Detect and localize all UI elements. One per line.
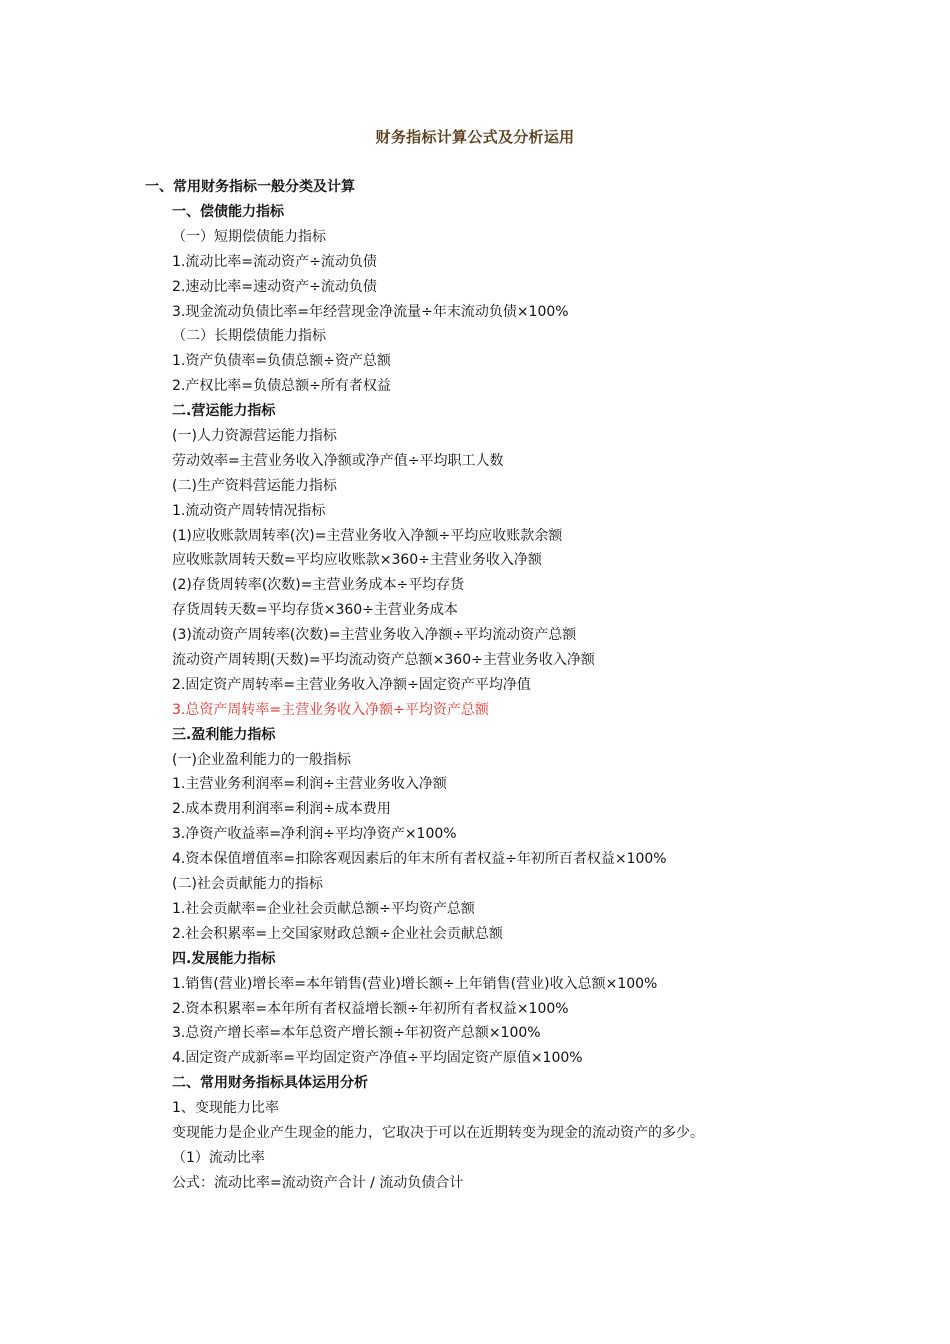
text-line: 3.净资产收益率=净利润÷平均净资产×100% (172, 826, 457, 843)
text-line: 4.资本保值增值率=扣除客观因素后的年末所有者权益÷年初所百者权益×100% (172, 851, 667, 868)
text-line: (一)企业盈利能力的一般指标 (172, 751, 351, 768)
text-line: 1.流动比率=流动资产÷流动负债 (172, 253, 377, 270)
text-line: 公式：流动比率=流动资产合计 / 流动负债合计 (172, 1174, 464, 1191)
text-line: 2.社会积累率=上交国家财政总额÷企业社会贡献总额 (172, 925, 503, 942)
text-line: 1.主营业务利润率=利润÷主营业务收入净额 (172, 776, 447, 793)
text-line: 应收账款周转天数=平均应收账款×360÷主营业务收入净额 (172, 552, 542, 569)
text-line: 流动资产周转期(天数)=平均流动资产总额×360÷主营业务收入净额 (172, 652, 595, 669)
text-line: (1)应收账款周转率(次)=主营业务收入净额÷平均应收账款余额 (172, 527, 563, 544)
text-line: 2.固定资产周转率=主营业务收入净额÷固定资产平均净值 (172, 676, 531, 693)
text-line: (一)人力资源营运能力指标 (172, 428, 337, 445)
text-line: 3.总资产周转率=主营业务收入净额÷平均资产总额 (172, 701, 489, 718)
text-line: 变现能力是企业产生现金的能力，它取决于可以在近期转变为现金的流动资产的多少。 (172, 1124, 704, 1141)
text-line: （1）流动比率 (172, 1149, 265, 1166)
text-line: 3.现金流动负债比率=年经营现金净流量÷年末流动负债×100% (172, 303, 569, 320)
subsection-heading: 三.盈利能力指标 (172, 726, 276, 743)
text-line: 1.社会贡献率=企业社会贡献总额÷平均资产总额 (172, 900, 475, 917)
text-line: 1、变现能力比率 (172, 1100, 279, 1117)
text-line: 4.固定资产成新率=平均固定资产净值÷平均固定资产原值×100% (172, 1050, 583, 1067)
text-line: (2)存货周转率(次数)=主营业务成本÷平均存货 (172, 577, 465, 594)
subsection-heading: 二、常用财务指标具体运用分析 (172, 1075, 368, 1092)
text-line: 2.速动比率=速动资产÷流动负债 (172, 278, 377, 295)
text-line: 2.资本积累率=本年所有者权益增长额÷年初所有者权益×100% (172, 1000, 569, 1017)
text-line: 1.流动资产周转情况指标 (172, 502, 326, 519)
text-line: 2.成本费用利润率=利润÷成本费用 (172, 801, 391, 818)
subsection-heading: 一、偿债能力指标 (172, 204, 284, 220)
subsection-heading: 四.发展能力指标 (172, 950, 276, 967)
text-line: (3)流动资产周转率(次数)=主营业务收入净额÷平均流动资产总额 (172, 627, 577, 644)
text-line: （一）短期偿债能力指标 (172, 228, 326, 245)
text-line: 2.产权比率=负债总额÷所有者权益 (172, 378, 391, 395)
text-line: （二）长期偿债能力指标 (172, 328, 326, 345)
text-line: (二)生产资料营运能力指标 (172, 477, 337, 494)
document-body (172, 200, 872, 1196)
subsection-heading: 二.营运能力指标 (172, 403, 276, 420)
text-line: 3.总资产增长率=本年总资产增长额÷年初资产总额×100% (172, 1025, 541, 1042)
text-line: 存货周转天数=平均存货×360÷主营业务成本 (172, 602, 458, 619)
section-heading: 一、常用财务指标一般分类及计算 (145, 179, 355, 195)
text-line: 劳动效率=主营业务收入净额或净产值÷平均职工人数 (172, 452, 504, 469)
document-title: 财务指标计算公式及分析运用 (375, 128, 575, 146)
text-line: (二)社会贡献能力的指标 (172, 876, 323, 893)
text-line: 1.销售(营业)增长率=本年销售(营业)增长额÷上年销售(营业)收入总额×100% (172, 975, 658, 992)
text-line: 1.资产负债率=负债总额÷资产总额 (172, 353, 391, 370)
